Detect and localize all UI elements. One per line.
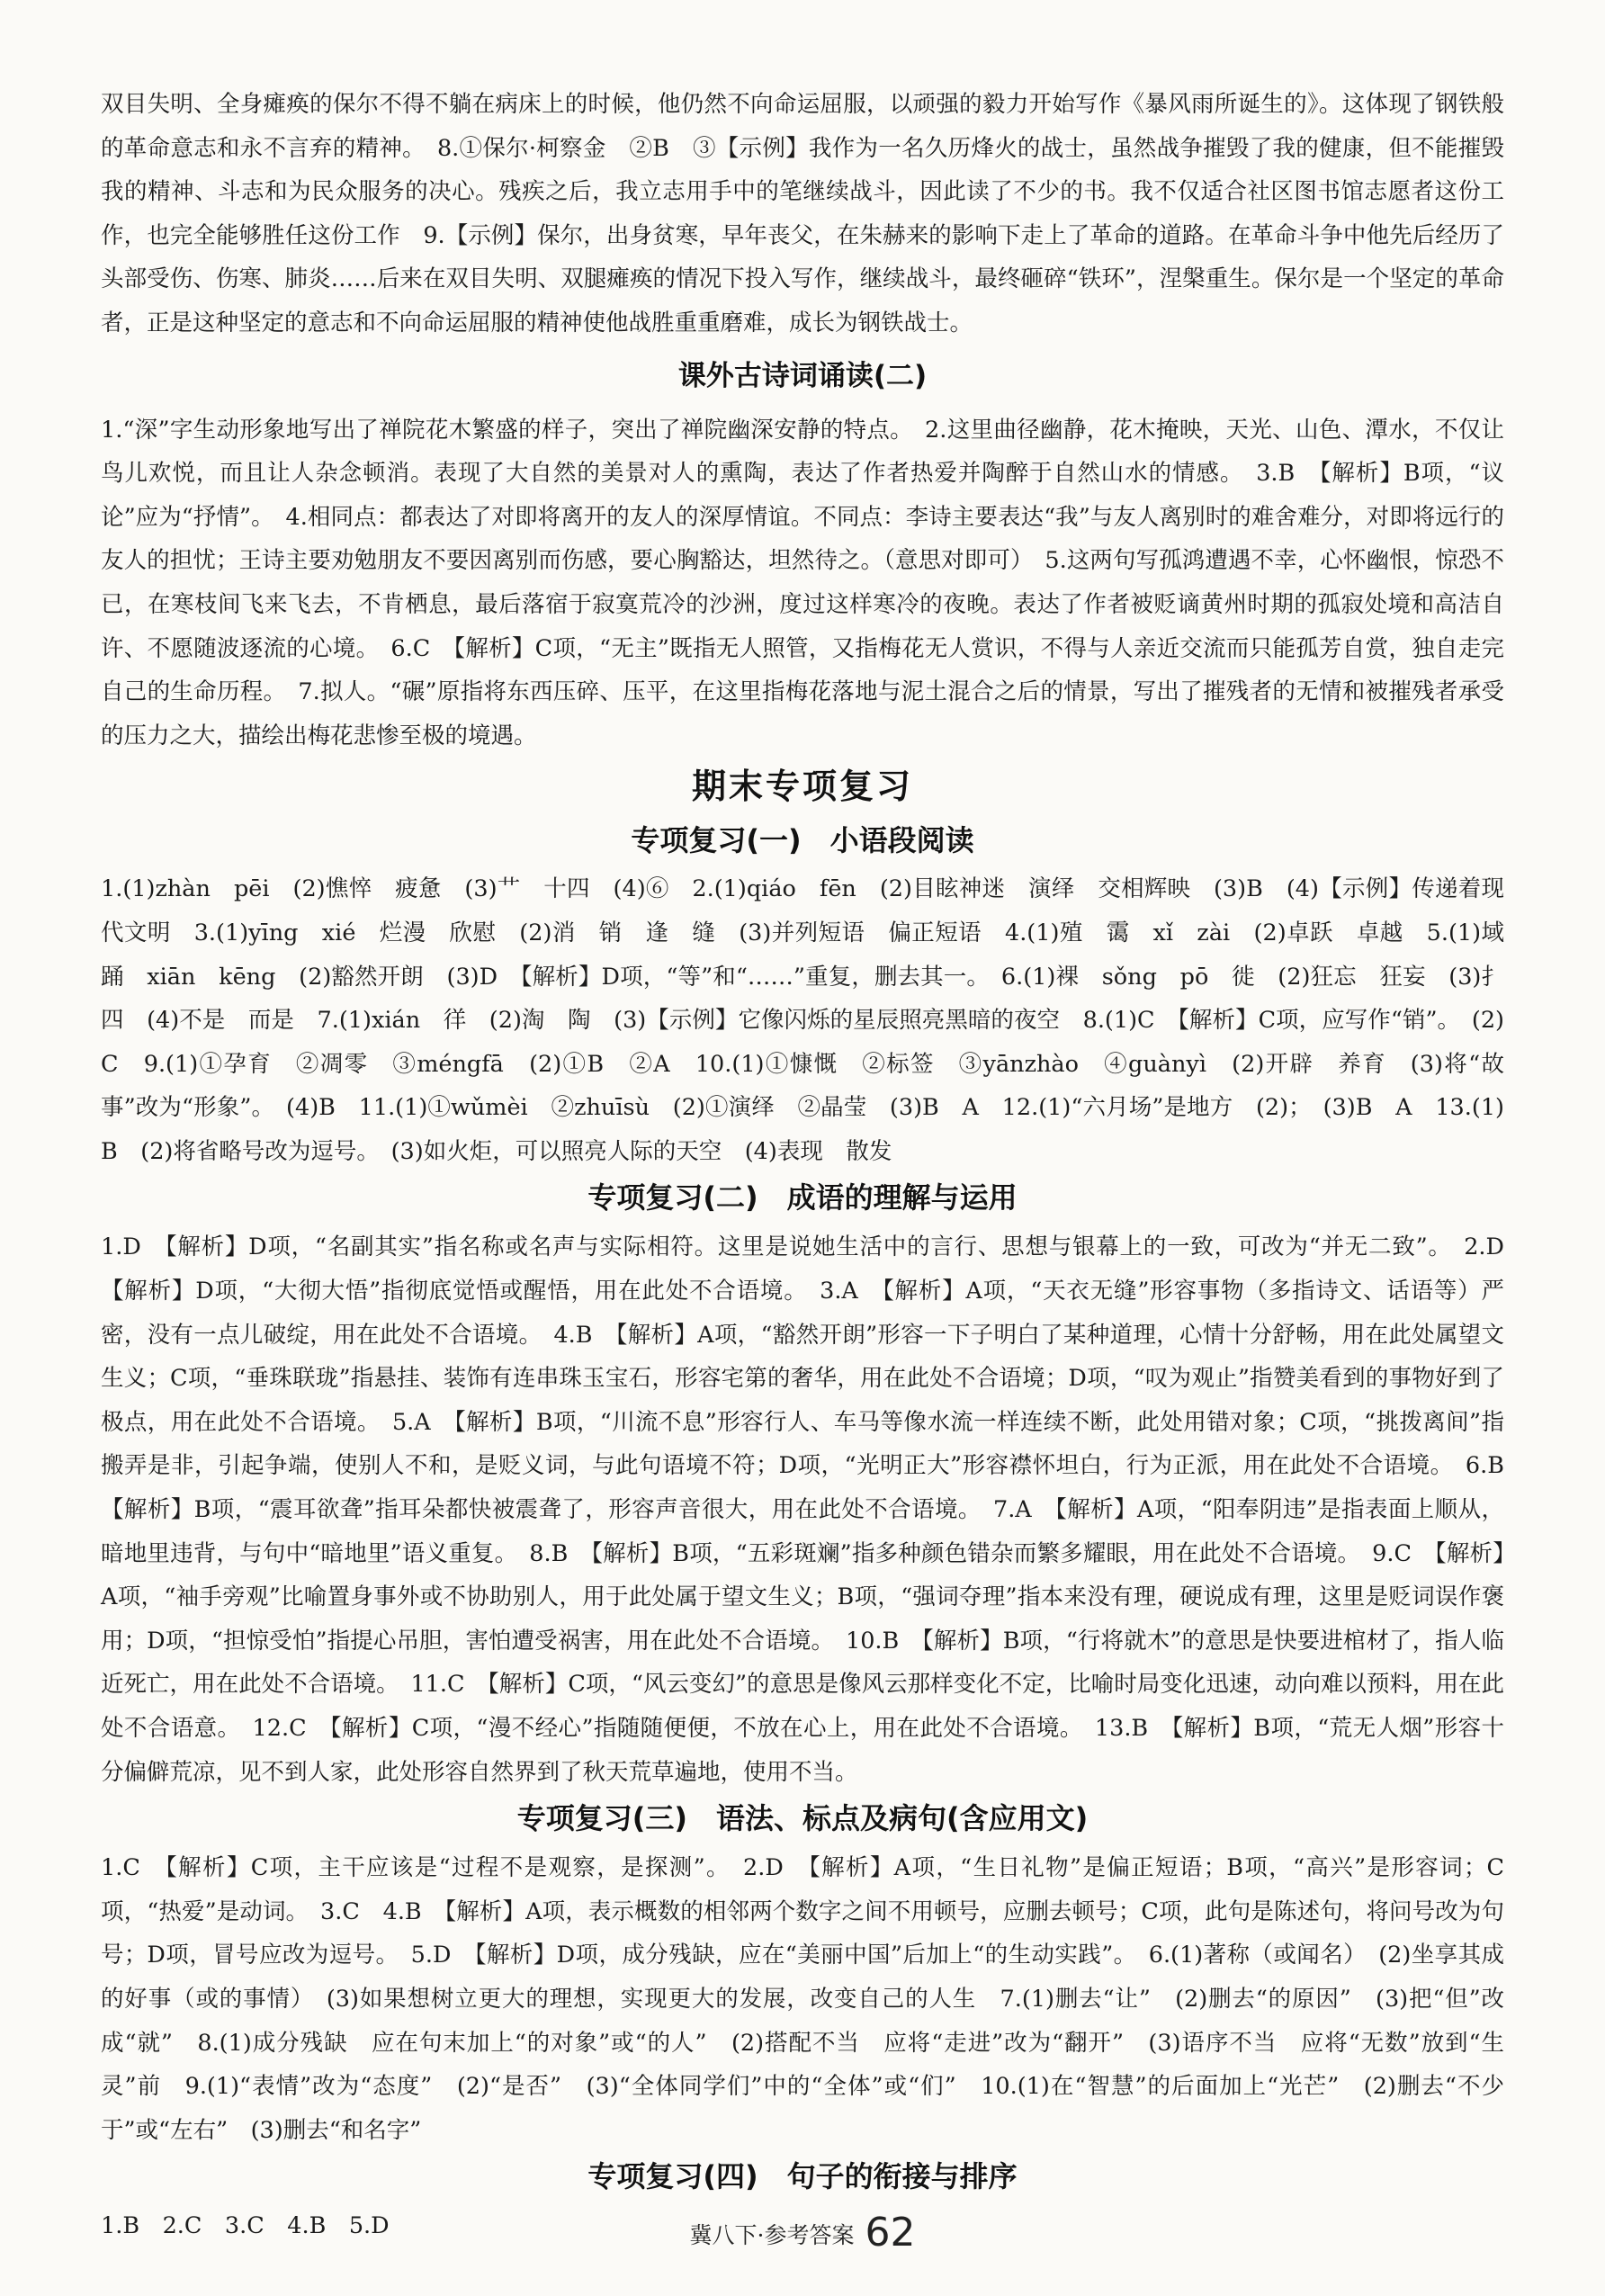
footer-label: 冀八下·参考答案 (689, 2222, 855, 2248)
section-text-review-1: 1.(1)zhàn pēi (2)憔悴 疲惫 (3)艹 十四 (4)⑥ 2.(1)qiáo fēn (2)目眩神迷 演绎 交相辉映 (3)B (4)【示例】传递着现代文明 3.(1)yīng xié 烂漫 欣慰 (2)消 销 逢 缝 (3)并列短语 偏正短语 4.(1)殖 霭 xǐ zài (2)卓跃 卓越 5.(1)域 踊 xiān kēng (2)豁然开朗 (3)D 【解析】D项，“等”和“……”重复，删去其一。 6.(1)裸 sǒng pō 徙 (2)狂忘 狂妄 (3)扌 四 (4)不是 而是 7.(1)xián 徉 (2)淘 陶 (3)【示例】它像闪烁的星辰照亮黑暗的夜空 8.(1)C 【解析】C项，应写作“销”。 (2)C 9.(1)①孕育 ②凋零 ③méngfā (2)①B ②A 10.(1)①慷慨 ②标签 ③yānzhào ④guànyì (2)开辟 养育 (3)将“故事”改为“形象”。 (4)B 11.(1)①wǔmèi ②zhuīsù (2)①演绎 ②晶莹 (3)B A 12.(1)“六月场”是地方 (2)； (3)B A 13.(1)B (2)将省略号改为逗号。 (3)如火炬，可以照亮人际的天空 (4)表现 散发 (101, 875, 1528, 1165)
top-answer-block: 双目失明、全身瘫痪的保尔不得不躺在病床上的时候，他仍然不向命运屈服，以顽强的毅力开始写作《暴风雨所诞生的》。这体现了钢铁般的革命意志和永不言弃的精神。 8.①保尔·柯察金 ②B ③【示例】我作为一名久历烽火的战士，虽然战争摧毁了我的健康，但不能摧毁我的精神、斗志和为民众服务的决心。残疾之后，我立志用手中的笔继续战斗，因此读了不少的书。我不仅适合社区图书馆志愿者这份工作，也完全能够胜任这份工作 9.【示例】保尔，出身贫寒，早年丧父，在朱赫来的影响下走上了革命的道路。在革命斗争中他先后经历了头部受伤、伤寒、肺炎……后来在双目失明、双腿瘫痪的情况下投入写作，继续战斗，最终砸碎“铁环”，涅槃重生。保尔是一个坚定的革命者，正是这种坚定的意志和不向命运屈服的精神使他战胜重重磨难，成长为钢铁战士。 (101, 91, 1504, 336)
section-title-review-3: 专项复习(三) 语法、标点及病句(含应用文) (516, 1801, 1089, 1836)
section-title-review-2: 专项复习(二) 成语的理解与运用 (587, 1180, 1018, 1215)
section-title-review-1: 专项复习(一) 小语段阅读 (631, 823, 974, 858)
section-title-review-4: 专项复习(四) 句子的衔接与排序 (587, 2159, 1018, 2194)
section-text-review-3: 1.C 【解析】C项，主干应该是“过程不是观察，是探测”。 2.D 【解析】A项，“生日礼物”是偏正短语；B项，“高兴”是形容词；C项，“热爱”是动词。 3.C 4.B 【解析】A项，表示概数的相邻两个数字之间不用顿号，应删去顿号；C项，此句是陈述句，将问号改为句号；D项，冒号应改为逗号。 5.D 【解析】D项，成分残缺，应在“美丽中国”后加上“的生动实践”。 6.(1)著称（或闻名） (2)坐享其成 的好事（或的事情） (3)如果想树立更大的理想，实现更大的发展，改变自己的人生 7.(1)删去“让” (2)删去“的原因” (3)把“但”改成“就” 8.(1)成分残缺 应在句末加上“的对象”或“的人” (2)搭配不当 应将“走进”改为“翻开” (3)语序不当 应将“无数”放到“生灵”前 9.(1)“表情”改为“态度” (2)“是否” (3)“全体同学们”中的“全体”或“们” 10.(1)在“智慧”的后面加上“光芒” (2)删去“不少于”或“左右” (3)删去“和名字” (101, 1854, 1528, 2144)
page-number: 62 (865, 2210, 916, 2256)
section-text-poetry: 1.“深”字生动形象地写出了禅院花木繁盛的样子，突出了禅院幽深安静的特点。 2.这里曲径幽静，花木掩映，天光、山色、潭水，不仅让鸟儿欢悦，而且让人杂念顿消。表现了大自然的美景对人的熏陶，表达了作者热爱并陶醉于自然山水的情感。 3.B 【解析】B项，“议论”应为“抒情”。 4.相同点：都表达了对即将离开的友人的深厚情谊。不同点：李诗主要表达“我”与友人离别时的难舍难分，对即将远行的友人的担忧；王诗主要劝勉朋友不要因离别而伤感，要心胸豁达，坦然待之。（意思对即可） 5.这两句写孤鸿遭遇不幸，心怀幽恨，惊恐不已，在寒枝间飞来飞去，不肯栖息，最后落宿于寂寞荒冷的沙洲，度过这样寒冷的夜晚。表达了作者被贬谪黄州时期的孤寂处境和高洁自许、不愿随波逐流的心境。 6.C 【解析】C项，“无主”既指无人照管，又指梅花无人赏识，不得与人亲近交流而只能孤芳自赏，独自走完自己的生命历程。 7.拟人。“碾”原指将东西压碎、压平，在这里指梅花落地与泥土混合之后的情景，写出了摧残者的无情和被摧残者承受的压力之大，描绘出梅花悲惨至极的境遇。 (101, 416, 1504, 749)
page-content (101, 83, 1528, 2248)
section-text-review-4: 1.B 2.C 3.C 4.B 5.D (101, 2212, 390, 2240)
section-text-review-2: 1.D 【解析】D项，“名副其实”指名称或名声与实际相符。这里是说她生活中的言行、思想与银幕上的一致，可改为“并无二致”。 2.D 【解析】D项，“大彻大悟”指彻底觉悟或醒悟，用在此处不合语境。 3.A 【解析】A项，“天衣无缝”形容事物（多指诗文、话语等）严密，没有一点儿破绽，用在此处不合语境。 4.B 【解析】A项，“豁然开朗”形容一下子明白了某种道理，心情十分舒畅，用在此处属望文生义；C项，“垂珠联珑”指悬挂、装饰有连串珠玉宝石，形容宅第的奢华，用在此处不合语境；D项，“叹为观止”指赞美看到的事物好到了极点，用在此处不合语境。 5.A 【解析】B项，“川流不息”形容行人、车马等像水流一样连续不断，此处用错对象；C项，“挑拨离间”指搬弄是非，引起争端，使别人不和，是贬义词，与此句语境不符；D项，“光明正大”形容襟怀坦白，行为正派，用在此处不合语境。 6.B 【解析】B项，“震耳欲聋”指耳朵都快被震聋了，形容声音很大，用在此处不合语境。 7.A 【解析】A项，“阳奉阴违”是指表面上顺从，暗地里违背，与句中“暗地里”语义重复。 8.B 【解析】B项，“五彩斑斓”指多种颜色错杂而繁多耀眼，用在此处不合语境。 9.C 【解析】A项，“袖手旁观”比喻置身事外或不协助别人，用于此处属于望文生义；B项，“强词夺理”指本来没有理，硬说成有理，这里是贬词误作褒用；D项，“担惊受怕”指提心吊胆，害怕遭受祸害，用在此处不合语境。 10.B 【解析】B项，“行将就木”的意思是快要进棺材了，指人临近死亡，用在此处不合语境。 11.C 【解析】C项，“风云变幻”的意思是像风云那样变化不定，比喻时局变化迅速，动向难以预料，用在此处不合语意。 12.C 【解析】C项，“漫不经心”指随随便便，不放在心上，用在此处不合语境。 13.B 【解析】B项，“荒无人烟”形容十分偏僻荒凉，见不到人家，此处形容自然界到了秋天荒草遍地，使用不当。 (101, 1233, 1528, 1786)
section-title-poetry: 课外古诗词诵读(二) (677, 359, 928, 392)
page-footer (0, 2210, 1605, 2256)
main-title: 期末专项复习 (691, 767, 913, 807)
